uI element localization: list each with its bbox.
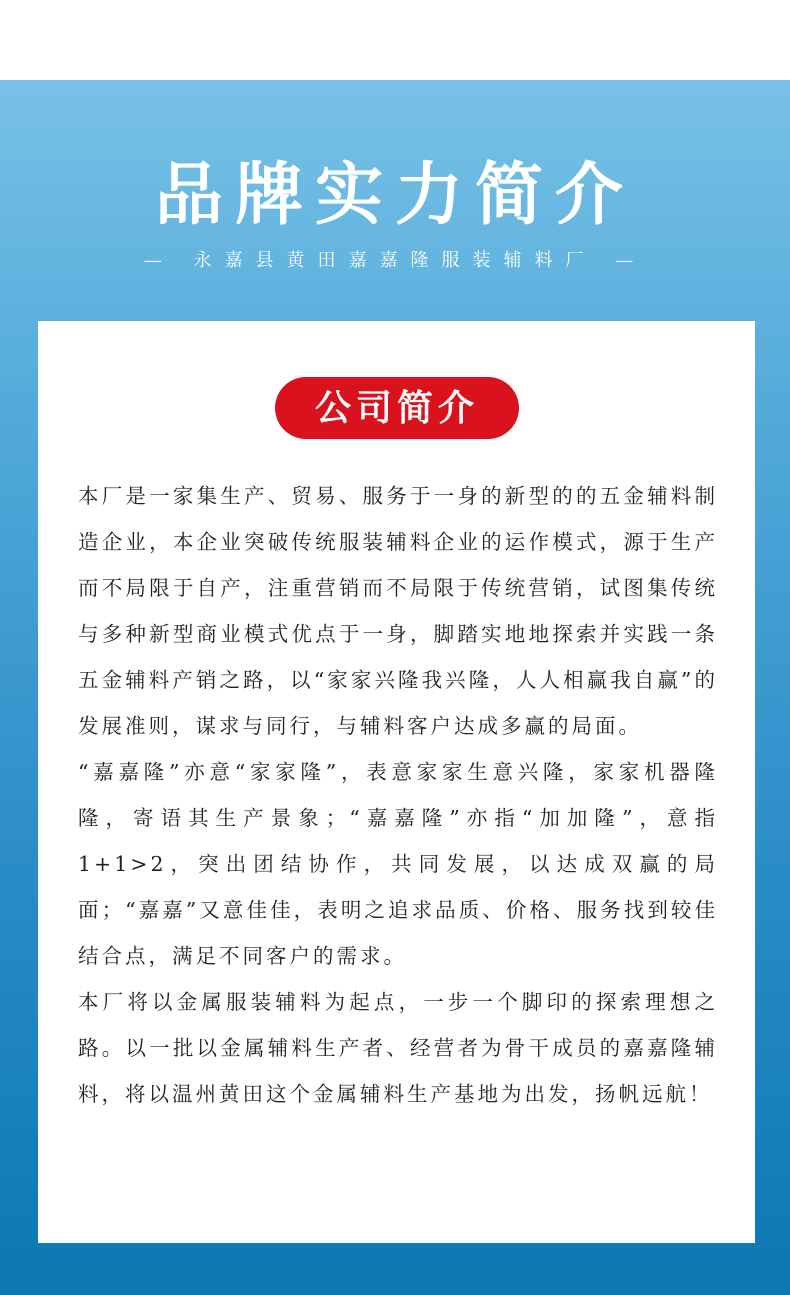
intro-paragraph-1: 本厂是一家集生产、贸易、服务于一身的新型的的五金辅料制造企业，本企业突破传统服装辅料企业的运作模式，源于生产而不局限于自产，注重营销而不局限于传统营销，试图集传统与多种新型商业模式优点于一身，脚踏实地地探索并实践一条五金辅料产销之路，以“家家兴隆我兴隆，人人相赢我自赢”的发展准则，谋求与同行，与辅料客户达成多赢的局面。 [78, 484, 718, 738]
section-label-badge: 公司简介 [275, 377, 519, 439]
page-title: 品牌实力简介 [154, 155, 635, 235]
intro-paragraph-3: 本厂将以金属服装辅料为起点，一步一个脚印的探索理想之路。以一批以金属辅料生产者、经营者为骨干成员的嘉嘉隆辅料，将以温州黄田这个金属辅料生产基地为出发，扬帆远航！ [78, 990, 718, 1106]
intro-card [38, 321, 755, 1243]
intro-body [78, 473, 718, 1117]
top-margin [0, 0, 790, 80]
page-subtitle: — 永嘉县黄田嘉嘉隆服装辅料厂 — [143, 250, 647, 271]
intro-paragraph-2: “嘉嘉隆”亦意“家家隆”，表意家家生意兴隆，家家机器隆隆，寄语其生产景象；“嘉嘉隆”亦指“加加隆”，意指1+1>2，突出团结协作，共同发展，以达成双赢的局面；“嘉嘉”又意佳佳，表明之追求品质、价格、服务找到较佳结合点，满足不同客户的需求。 [78, 760, 718, 968]
